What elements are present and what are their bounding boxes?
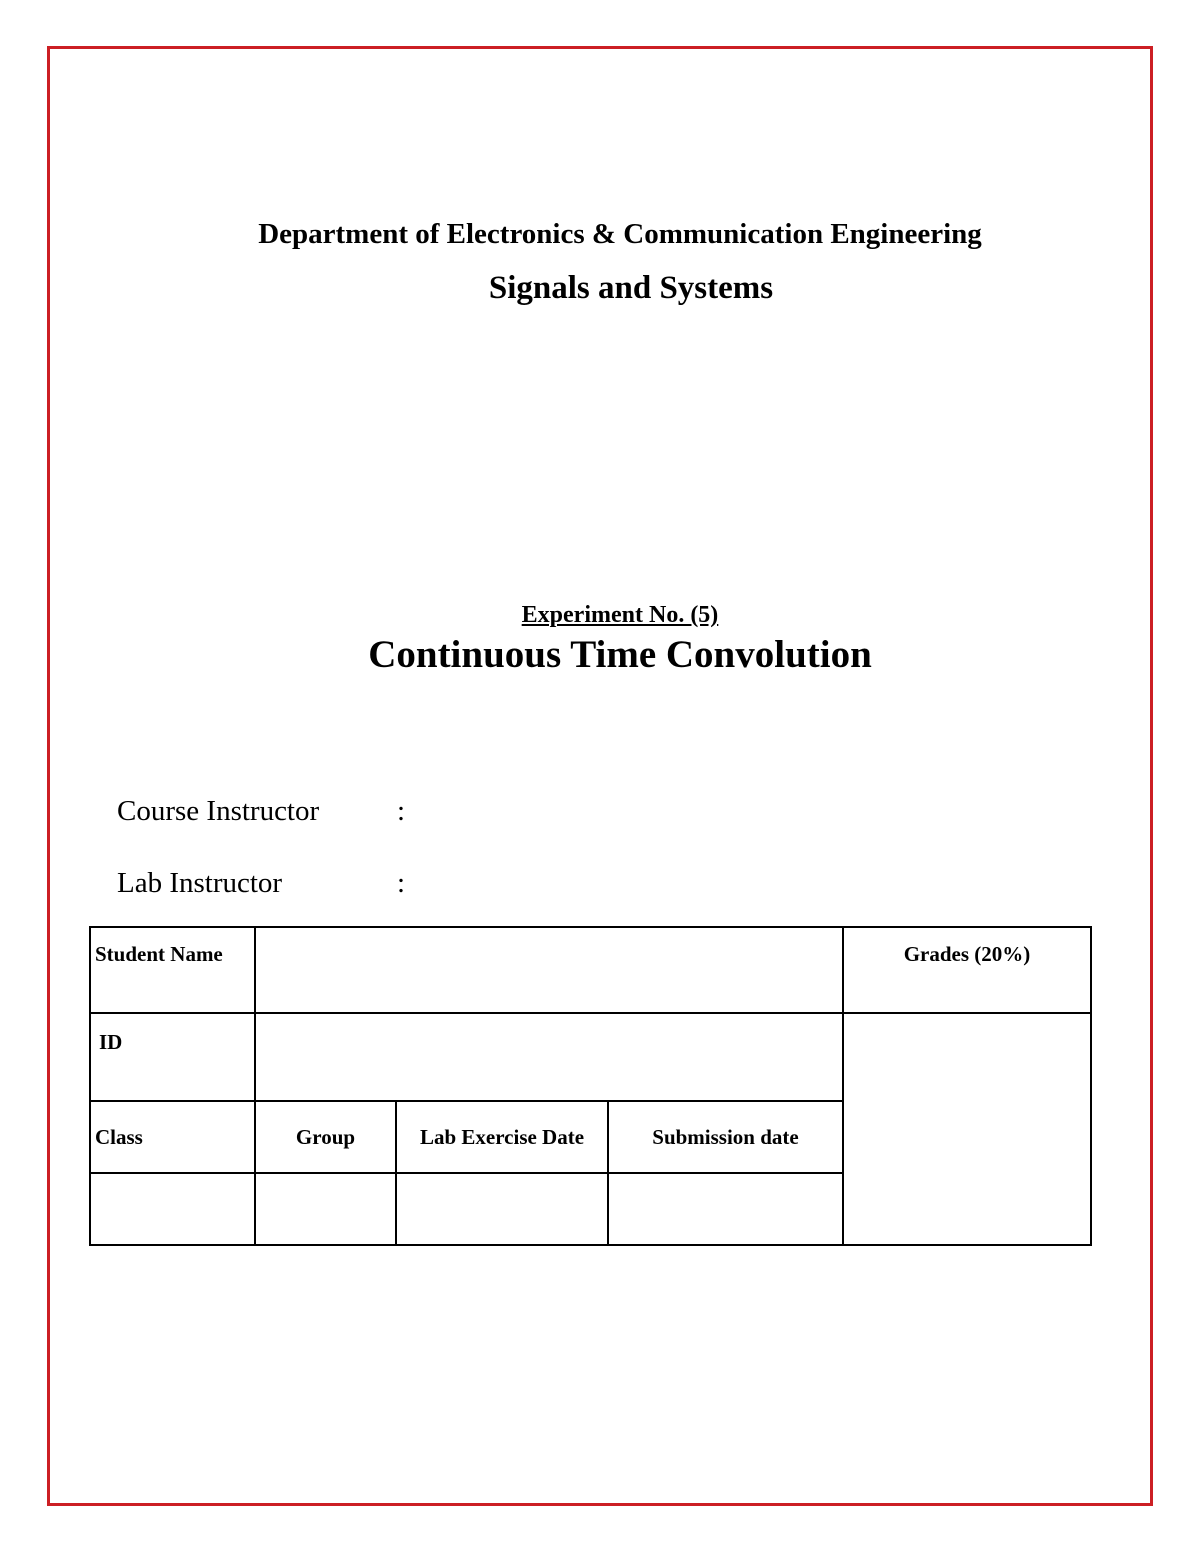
course-title: Signals and Systems — [488, 270, 774, 306]
page-border — [47, 46, 1153, 1506]
grades-label: Grades (20%) — [843, 927, 1091, 1013]
course-instructor-colon: : — [397, 795, 406, 827]
class-value-cell[interactable] — [90, 1173, 255, 1245]
id-value-cell[interactable] — [255, 1013, 843, 1101]
course-instructor-row — [117, 793, 405, 829]
group-label: Group — [255, 1101, 396, 1173]
lab-instructor-colon: : — [397, 867, 406, 899]
student-name-value-cell[interactable] — [255, 927, 843, 1013]
class-label: Class — [90, 1101, 255, 1173]
group-value-cell[interactable] — [255, 1173, 396, 1245]
id-label: ID — [90, 1013, 255, 1101]
submission-date-value-cell[interactable] — [608, 1173, 843, 1245]
table-row-id — [90, 1013, 1091, 1101]
lab-instructor-label: Lab Instructor — [117, 867, 283, 899]
table-row-name — [90, 927, 1091, 1013]
lab-exercise-date-label: Lab Exercise Date — [396, 1101, 608, 1173]
experiment-title: Continuous Time Convolution — [368, 633, 872, 676]
student-name-label: Student Name — [90, 927, 255, 1013]
department-heading: Department of Electronics & Communication Engineering — [258, 218, 982, 250]
lab-instructor-row — [117, 865, 405, 901]
grades-value-cell[interactable] — [843, 1013, 1091, 1245]
lab-exercise-date-value-cell[interactable] — [396, 1173, 608, 1245]
student-info-table — [89, 926, 1092, 1246]
submission-date-label: Submission date — [608, 1101, 843, 1173]
course-instructor-label: Course Instructor — [117, 795, 320, 827]
experiment-number: Experiment No. (5) — [521, 602, 719, 628]
